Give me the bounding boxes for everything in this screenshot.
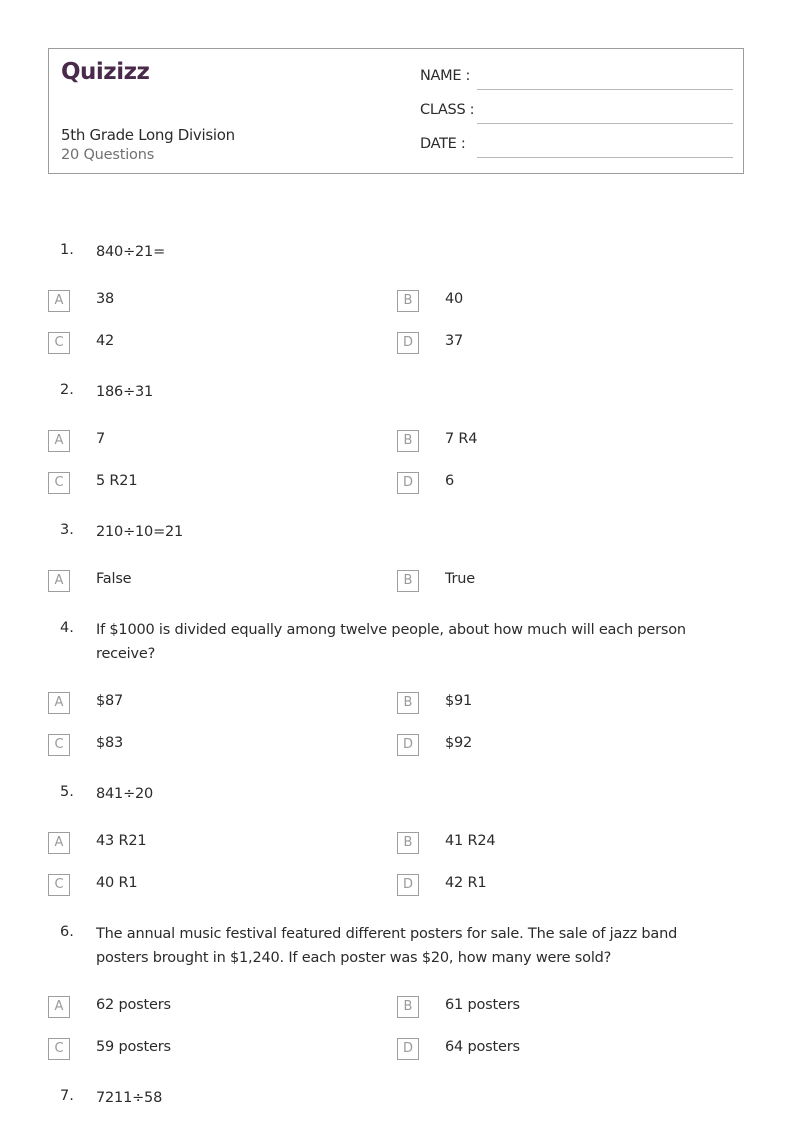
question-number: 3.: [60, 522, 74, 538]
worksheet-title: 5th Grade Long Division: [61, 126, 235, 144]
option-c-box[interactable]: C: [48, 1038, 70, 1060]
option-c-box[interactable]: C: [48, 332, 70, 354]
option-c-box[interactable]: C: [48, 734, 70, 756]
option-a-text: 7: [96, 431, 106, 447]
option-b-box[interactable]: B: [397, 430, 419, 452]
class-label: CLASS :: [420, 102, 475, 118]
option-d-text: $92: [445, 735, 473, 751]
question-number: 6.: [60, 924, 74, 940]
option-b-text: 7 R4: [445, 431, 478, 447]
option-a-text: $87: [96, 693, 124, 709]
question-text: 186÷31: [96, 384, 154, 400]
option-a-box[interactable]: A: [48, 832, 70, 854]
question-count: 20 Questions: [61, 147, 155, 163]
option-b-box[interactable]: B: [397, 832, 419, 854]
option-d-text: 6: [445, 473, 455, 489]
option-b-text: True: [445, 571, 475, 587]
question-text: 841÷20: [96, 786, 154, 802]
class-field[interactable]: [477, 123, 733, 124]
date-field[interactable]: [477, 157, 733, 158]
question-text: If $1000 is divided equally among twelve people, about how much will each person receive?: [96, 622, 686, 662]
option-a-box[interactable]: A: [48, 430, 70, 452]
option-b-box[interactable]: B: [397, 290, 419, 312]
question-number: 7.: [60, 1088, 74, 1104]
option-b-text: 41 R24: [445, 833, 496, 849]
option-c-box[interactable]: C: [48, 472, 70, 494]
name-label: NAME :: [420, 68, 471, 84]
option-d-text: 37: [445, 333, 464, 349]
option-b-text: $91: [445, 693, 473, 709]
question-text: 7211÷58: [96, 1090, 163, 1106]
option-a-box[interactable]: A: [48, 570, 70, 592]
option-a-box[interactable]: A: [48, 996, 70, 1018]
option-c-text: 42: [96, 333, 115, 349]
option-c-text: $83: [96, 735, 124, 751]
option-d-text: 42 R1: [445, 875, 487, 891]
option-d-box[interactable]: D: [397, 734, 419, 756]
option-b-box[interactable]: B: [397, 692, 419, 714]
option-c-text: 5 R21: [96, 473, 138, 489]
question-number: 1.: [60, 242, 74, 258]
date-label: DATE :: [420, 136, 466, 152]
option-b-box[interactable]: B: [397, 996, 419, 1018]
option-a-text: 62 posters: [96, 997, 171, 1013]
option-d-box[interactable]: D: [397, 472, 419, 494]
question-text: 210÷10=21: [96, 524, 184, 540]
option-b-box[interactable]: B: [397, 570, 419, 592]
option-a-text: 38: [96, 291, 115, 307]
question-text: 840÷21=: [96, 244, 166, 260]
option-c-text: 40 R1: [96, 875, 138, 891]
option-c-text: 59 posters: [96, 1039, 171, 1055]
worksheet-header: [48, 48, 744, 174]
option-d-box[interactable]: D: [397, 874, 419, 896]
question-number: 4.: [60, 620, 74, 636]
option-b-text: 61 posters: [445, 997, 520, 1013]
question-number: 2.: [60, 382, 74, 398]
option-d-text: 64 posters: [445, 1039, 520, 1055]
option-a-text: 43 R21: [96, 833, 147, 849]
option-b-text: 40: [445, 291, 464, 307]
quizizz-logo: Quizizz: [61, 59, 150, 85]
question-text: The annual music festival featured different posters for sale. The sale of jazz band posters brought in $1,240. If each poster was $20, how many were sold?: [96, 926, 678, 966]
option-d-box[interactable]: D: [397, 1038, 419, 1060]
option-d-box[interactable]: D: [397, 332, 419, 354]
question-number: 5.: [60, 784, 74, 800]
option-a-box[interactable]: A: [48, 290, 70, 312]
name-field[interactable]: [477, 89, 733, 90]
option-a-box[interactable]: A: [48, 692, 70, 714]
option-a-text: False: [96, 571, 132, 587]
option-c-box[interactable]: C: [48, 874, 70, 896]
